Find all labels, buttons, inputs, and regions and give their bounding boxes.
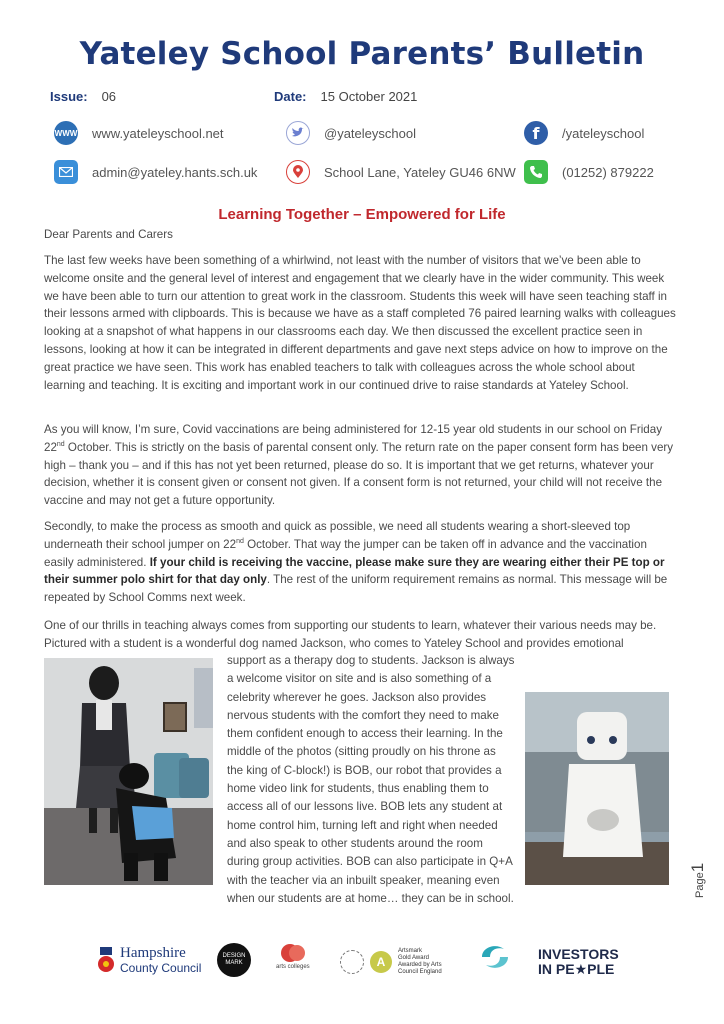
paragraph-3-text-b: October. That way the jumper can be taken off in advance and the vaccination easily administered. bbox=[44, 537, 647, 569]
paragraph-2-text-b: October. This is strictly on the basis of parental consent only. The return rate on the paper consent form has been very high – thank you – and if this has not yet been returned, please do so. It is important that we get returns, whatever your decision, whether it is consent given or consent not given. If a consent form is not returned, your child will not receive the vaccine and may not get a future opportunity. bbox=[44, 440, 674, 508]
teal-swirl-icon bbox=[478, 943, 512, 975]
facebook-icon: f bbox=[524, 121, 548, 145]
iip-line2: IN PE★PLE bbox=[538, 961, 615, 977]
date-value: 15 October 2021 bbox=[320, 89, 418, 104]
paragraph-2 bbox=[44, 421, 676, 510]
contact-facebook[interactable] bbox=[524, 121, 644, 145]
iip-line1: INVESTORS bbox=[538, 946, 619, 962]
artsmark-a-icon: A bbox=[370, 951, 392, 973]
issue-value: 06 bbox=[101, 89, 117, 104]
contact-address bbox=[286, 160, 516, 184]
contact-twitter[interactable] bbox=[286, 121, 416, 145]
footer-logos bbox=[0, 940, 724, 990]
design-mark-text: DESIGN MARK bbox=[217, 943, 251, 977]
paragraph-3-bold: If your child is receiving the vaccine, please make sure they are wearing either their PE top or their summer polo shirt for that day only bbox=[44, 555, 665, 587]
paragraph-4-text: One of our thrills in teaching always comes from supporting our students to learn, whatever their various needs may be. Pictured with a student is a wonderful dog named Jackson, who comes to Yateley School and provides emotional bbox=[44, 619, 657, 650]
paragraph-4-wrap bbox=[227, 652, 515, 908]
contact-email[interactable] bbox=[54, 160, 257, 184]
facebook-text[interactable]: /yateleyschool bbox=[562, 125, 645, 141]
email-envelope-icon bbox=[54, 160, 78, 184]
paragraph-3-text-a: Secondly, to make the process as smooth and quick as possible, we need all students wearing a short-sleeved top underneath their school jumper on 22 bbox=[44, 520, 631, 551]
issue-label: Issue: bbox=[50, 89, 88, 104]
bob-robot-photo bbox=[525, 692, 669, 885]
phone-text[interactable]: (01252) 879222 bbox=[562, 164, 654, 180]
contact-website[interactable] bbox=[54, 121, 224, 145]
arts-colleges-icon bbox=[280, 942, 306, 964]
paragraph-4 bbox=[44, 617, 676, 653]
email-text[interactable]: admin@yateley.hants.sch.uk bbox=[92, 164, 258, 180]
date-label: Date: bbox=[274, 89, 307, 104]
page-label-text: Page bbox=[694, 872, 706, 898]
hampshire-line2: County Council bbox=[120, 961, 202, 975]
artsmark-line3: Awarded by Arts Council England bbox=[398, 962, 442, 975]
twitter-text[interactable]: @yateleyschool bbox=[324, 125, 416, 141]
salutation-text: Dear Parents and Carers bbox=[44, 228, 173, 241]
contact-phone[interactable] bbox=[524, 160, 654, 184]
issue-line bbox=[50, 89, 116, 104]
paragraph-1-text: The last few weeks have been something of a whirlwind, not least with the number of visitors that we’ve been able to welcome onsite and the general level of interest and engagement that we clearly have in the wider community. This week we have been able to turn our attention to great work in the classroom. Students this week will have seen teaching staff in their lessons armed with clipboards. This is because we have as a staff completed 76 paired learning walks with colleagues looking at a snapshot of what happens in our classrooms each day. We then discussed the excellent practice seen in lessons, looking at how it can be integrated in different departments and gave next steps advice on how to improve on the great practice we have seen. This work has enabled teachers to talk with colleagues across the whole school about learning and teaching. It is exciting and important work in our continued drive to raise standards at Yateley School. bbox=[44, 254, 676, 392]
arts-colleges-text: arts colleges bbox=[276, 964, 310, 970]
arts-council-roundel-icon bbox=[340, 950, 364, 974]
date-line bbox=[274, 89, 417, 104]
artsmark-line2: Gold Award bbox=[398, 955, 429, 961]
paragraph-3-text-c: . The rest of the uniform requirement remains as normal. This message will be repeated by School Comms next week. bbox=[44, 573, 668, 605]
page-number-value: 1 bbox=[688, 862, 707, 873]
partner-logo bbox=[478, 943, 512, 975]
investors-in-people-logo bbox=[538, 947, 619, 977]
hampshire-line1: Hampshire bbox=[120, 945, 186, 961]
salutation bbox=[44, 226, 676, 244]
paragraph-2-text-a: As you will know, I’m sure, Covid vaccinations are being administered for 12-15 year old students in our school on Friday 22 bbox=[44, 423, 662, 454]
artsmark-logo bbox=[340, 948, 458, 976]
therapy-dog-photo bbox=[44, 658, 213, 885]
paragraph-4-wrap-text: support as a therapy dog to students. Jackson is always a welcome visitor on site and is also something of a celebrity wherever he goes. Jackson also provides nervous students with the comfort they need to make them confident enough to access their learning. In the middle of the photos (sitting proudly on his throne as the king of C-block!) is BOB, our robot that provides a home video link for students, thus enabling them to access all of our lessons live. BOB lets any student at home control him, turning left and right when needed and also speak to other students around the room during group activities. BOB can also participate in Q+A with the teacher via an inbuilt speaker, meaning even when our students are at home… they can be in school. bbox=[227, 654, 515, 905]
school-tagline: Learning Together – Empowered for Life bbox=[218, 206, 506, 223]
location-pin-icon bbox=[286, 160, 310, 184]
paragraph-1 bbox=[44, 252, 676, 394]
page-number-label bbox=[688, 858, 708, 898]
design-mark-logo bbox=[217, 943, 251, 977]
website-text[interactable]: www.yateleyschool.net bbox=[92, 125, 224, 141]
twitter-bird-icon bbox=[286, 121, 310, 145]
phone-icon bbox=[524, 160, 548, 184]
address-text: School Lane, Yateley GU46 6NW bbox=[324, 164, 516, 180]
arts-colleges-logo bbox=[276, 942, 310, 970]
paragraph-2-sup: nd bbox=[56, 440, 65, 448]
bulletin-title: Yateley School Parents’ Bulletin bbox=[79, 36, 645, 72]
hampshire-logo bbox=[96, 946, 201, 976]
paragraph-3-sup: nd bbox=[236, 537, 244, 545]
artsmark-line1: Artsmark bbox=[398, 948, 422, 954]
paragraph-3 bbox=[44, 518, 676, 607]
globe-www-icon: WWW bbox=[54, 121, 78, 145]
hampshire-rose-icon bbox=[96, 947, 116, 975]
